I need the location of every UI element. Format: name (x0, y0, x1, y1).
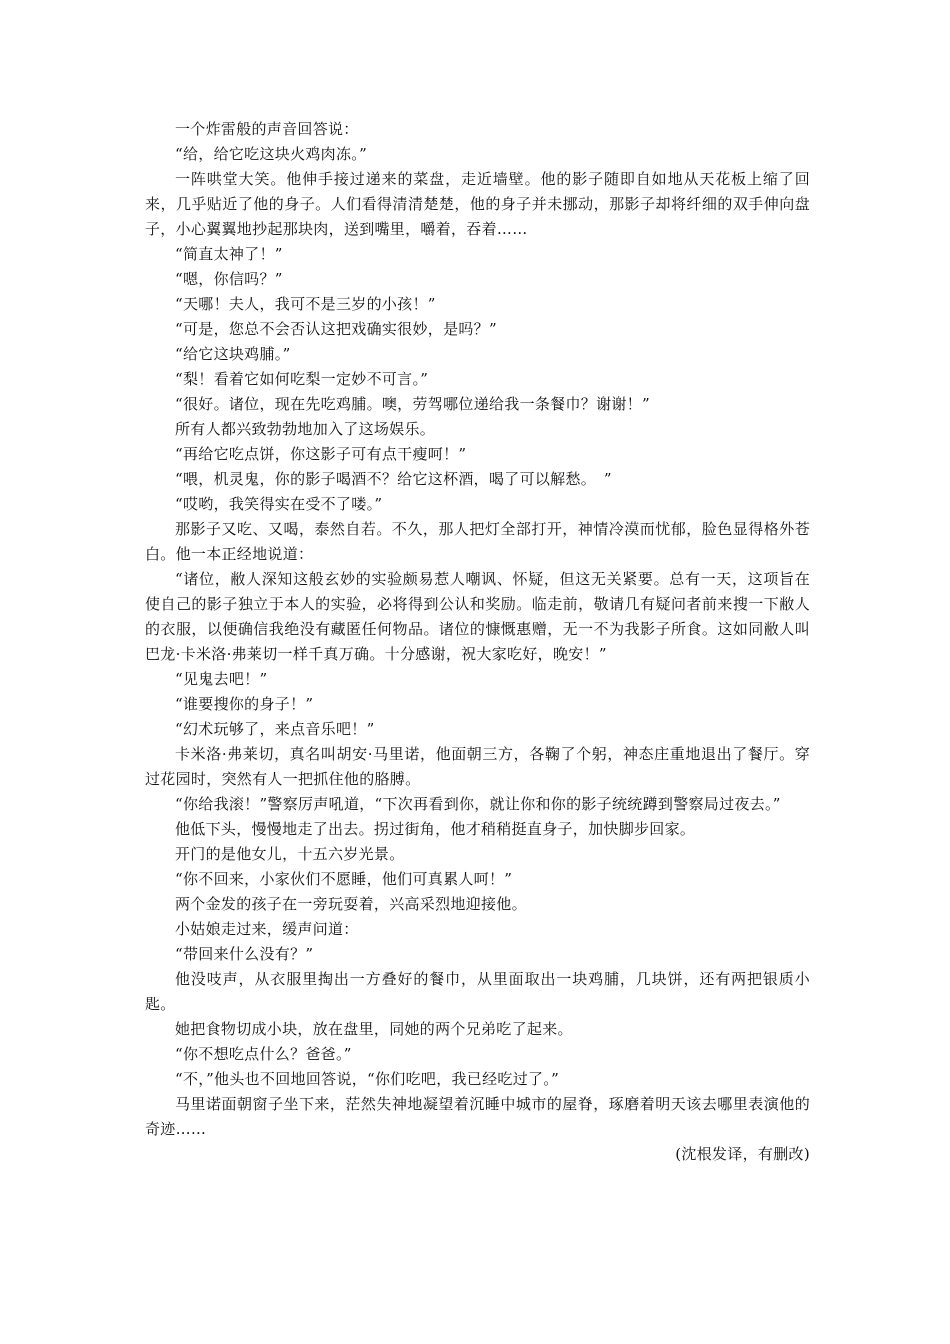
paragraph: “幻术玩够了，来点音乐吧！” (175, 720, 375, 738)
paragraph: “给，给它吃这块火鸡肉冻。” (175, 145, 368, 163)
paragraph: “谁要搜你的身子！” (175, 695, 314, 713)
paragraph: 卡米洛·弗莱切，真名叫胡安·马里诺，他面朝三方，各鞠了个躬，神态庄重地退出了餐厅。穿过花园时，突然有人一把抓住他的胳膊。 (145, 745, 810, 788)
paragraph: 她把食物切成小块，放在盘里，同她的两个兄弟吃了起来。 (175, 1020, 573, 1038)
paragraph: “很好。诸位，现在先吃鸡脯。噢，劳驾哪位递给我一条餐巾？谢谢！” (175, 395, 650, 413)
paragraph: “喂，机灵鬼，你的影子喝酒不？给它这杯酒，喝了可以解愁。 ” (175, 470, 612, 488)
paragraph: “带回来什么没有？” (175, 945, 314, 963)
paragraph: 一个炸雷般的声音回答说： (175, 120, 359, 138)
paragraph: “可是，您总不会否认这把戏确实很妙，是吗？” (175, 320, 497, 338)
paragraph: “哎哟，我笑得实在受不了喽。” (175, 495, 383, 513)
paragraph: “给它这块鸡脯。” (175, 345, 291, 363)
paragraph: 那影子又吃、又喝，泰然自若。不久，那人把灯全部打开，神情冷漠而忧郁，脸色显得格外苍白。他一本正经地说道： (145, 520, 810, 563)
paragraph: 马里诺面朝窗子坐下来，茫然失神地凝望着沉睡中城市的屋脊，琢磨着明天该去哪里表演他的奇迹…… (145, 1095, 810, 1138)
paragraph: “嗯，你信吗？” (175, 270, 283, 288)
paragraph: 他没吱声，从衣服里掏出一方叠好的餐巾，从里面取出一块鸡脯，几块饼，还有两把银质小匙。 (145, 970, 810, 1013)
paragraph: 小姑娘走过来，缓声问道： (175, 920, 359, 938)
paragraph: “诸位，敝人深知这般玄妙的实验颇易惹人嘲讽、怀疑，但这无关紧要。总有一天，这项旨在使自己的影子独立于本人的实验，必将得到公认和奖励。临走前，敬请几有疑问者前来搜一下敝人的衣服，以便确信我绝没有藏匿任何物品。诸位的慷慨惠赠，无一不为我影子所食。这如同敝人叫巴龙·卡米洛·弗莱切一样千真万确。十分感谢，祝大家吃好，晚安！” (145, 570, 810, 663)
paragraph: “再给它吃点饼，你这影子可有点干瘦呵！” (175, 445, 467, 463)
paragraph: 所有人都兴致勃勃地加入了这场娱乐。 (175, 420, 436, 438)
paragraph: “你不想吃点什么？爸爸。” (175, 1045, 352, 1063)
paragraph: “你给我滚！”警察厉声吼道，“下次再看到你，就让你和你的影子统统蹲到警察局过夜去。” (175, 795, 781, 813)
paragraph: “不，”他头也不回地回答说，“你们吃吧，我已经吃过了。” (175, 1070, 560, 1088)
paragraph: “梨！看着它如何吃梨一定妙不可言。” (175, 370, 429, 388)
paragraph: 开门的是他女儿，十五六岁光景。 (175, 845, 405, 863)
paragraph: “你不回来，小家伙们不愿睡，他们可真累人呵！” (175, 870, 513, 888)
paragraph: 两个金发的孩子在一旁玩耍着，兴高采烈地迎接他。 (175, 895, 527, 913)
paragraph: “简直太神了！” (175, 245, 283, 263)
paragraph: “天哪！夫人，我可不是三岁的小孩！” (175, 295, 436, 313)
translator-credit: (沈根发译，有删改) (675, 1145, 810, 1163)
article-body (145, 117, 810, 1167)
paragraph: “见鬼去吧！” (175, 670, 268, 688)
paragraph: 他低下头，慢慢地走了出去。拐过街角，他才稍稍挺直身子，加快脚步回家。 (175, 820, 696, 838)
paragraph: 一阵哄堂大笑。他伸手接过递来的菜盘，走近墙壁。他的影子随即自如地从天花板上缩了回来，几乎贴近了他的身子。人们看得清清楚楚，他的身子并未挪动，那影子却将纤细的双手伸向盘子，小心翼翼地抄起那块肉，送到嘴里，嚼着，吞着…… (145, 170, 810, 238)
